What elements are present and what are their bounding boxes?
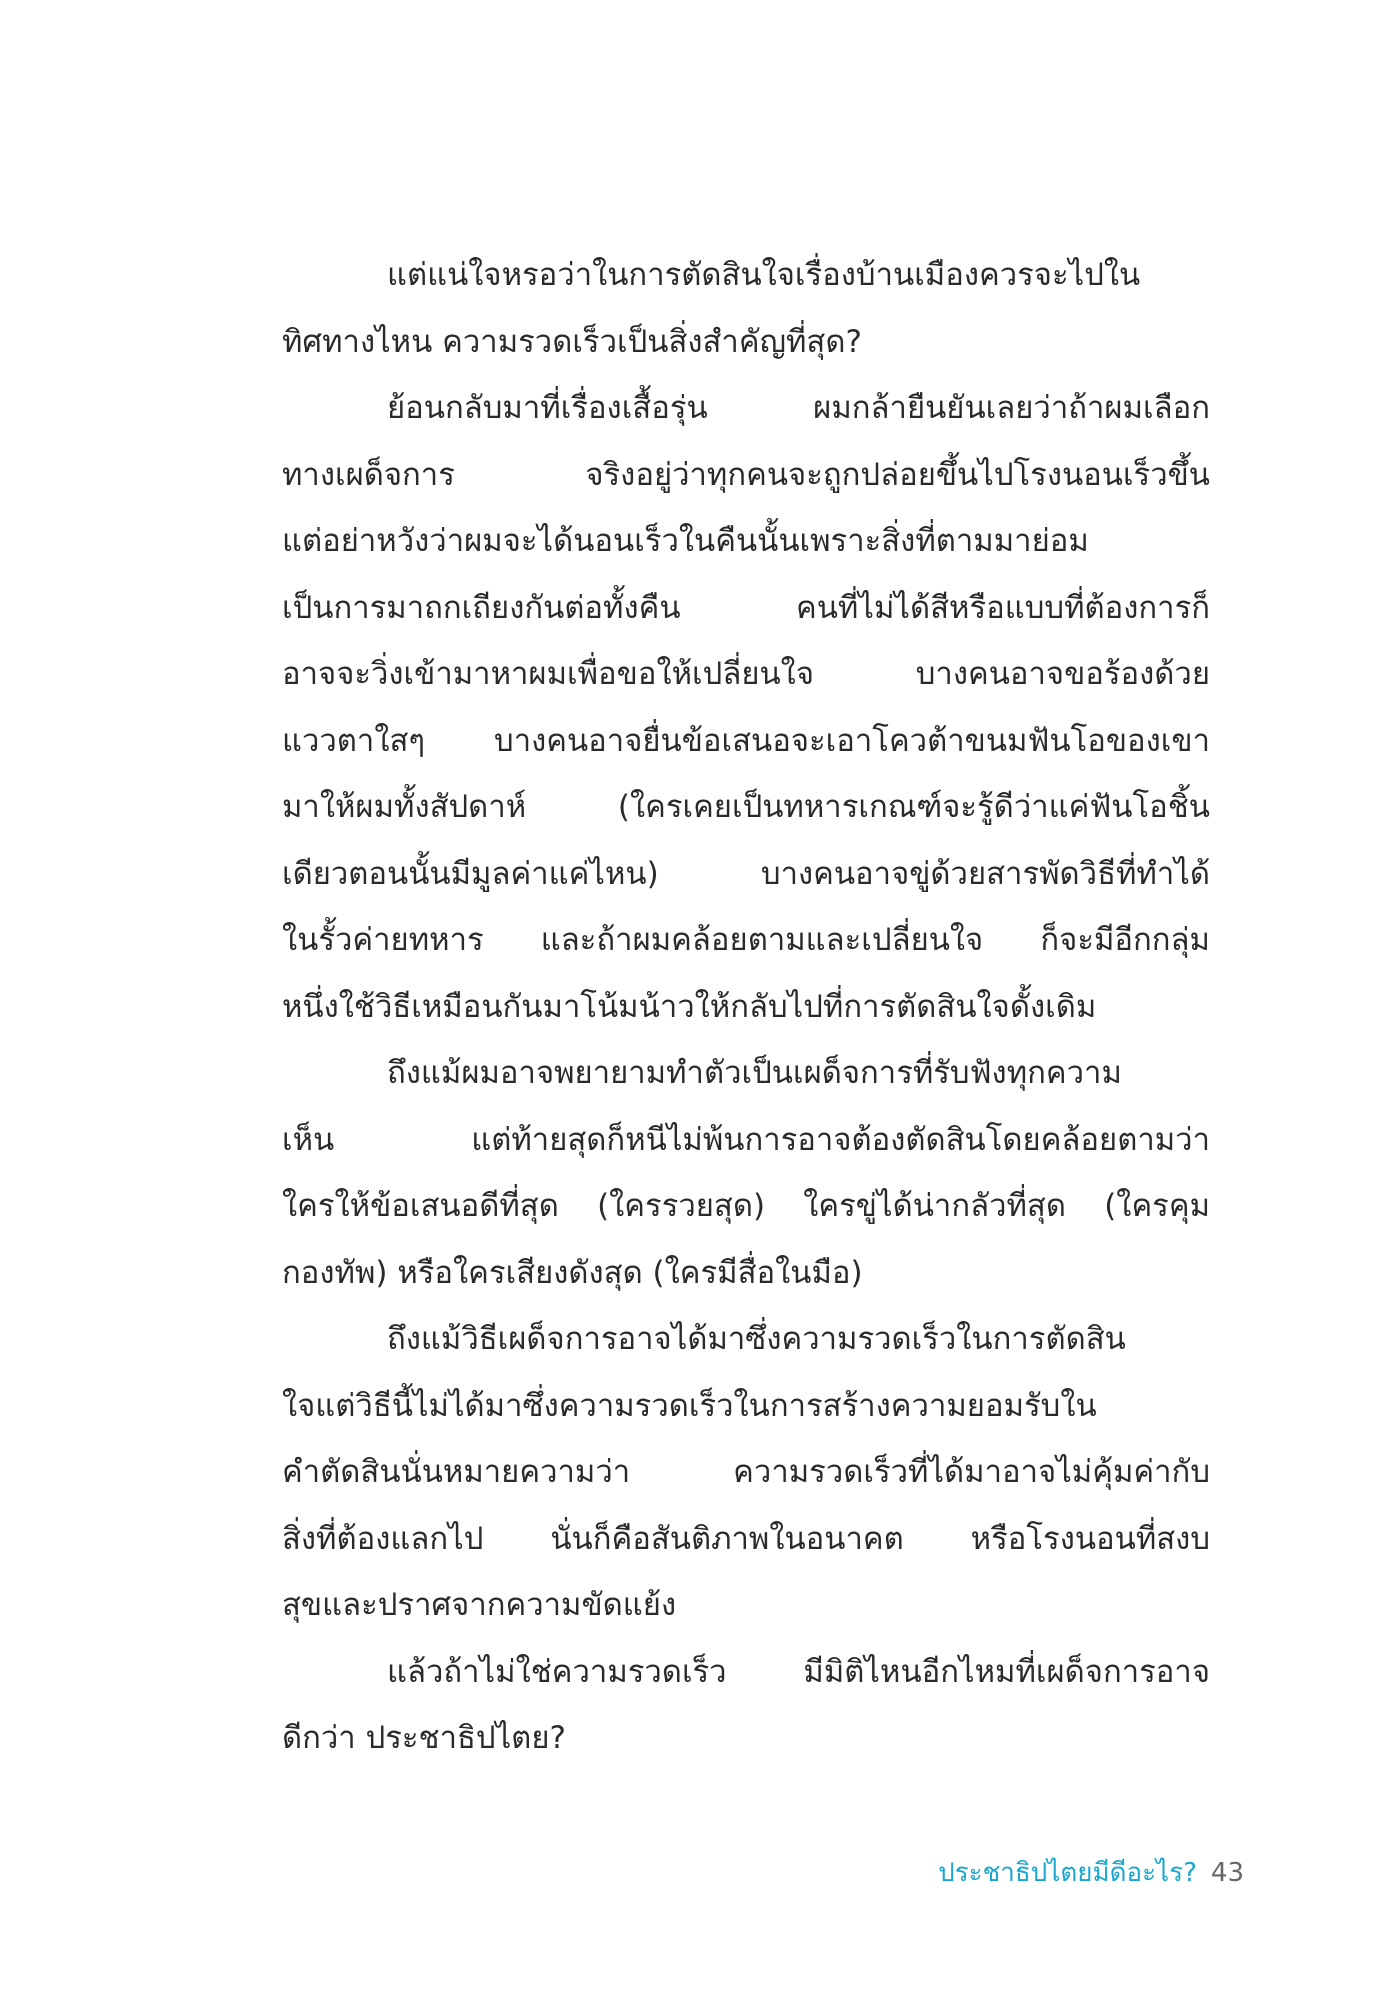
paragraph-2-line-7: มาให้ผมทั้งสัปดาห์ (ใครเคยเป็นทหารเกณฑ์จะรู้ดีว่าแค่ฟันโอชิ้น — [282, 789, 1210, 825]
paragraph-4-line-2: ใจแต่วิธีนี้ไม่ได้มาซึ่งความรวดเร็วในการสร้างความยอมรับใน — [282, 1387, 1097, 1424]
paragraph-2-line-3: แต่อย่าหวังว่าผมจะได้นอนเร็วในคืนนั้นเพราะสิ่งที่ตามมาย่อม — [282, 523, 1089, 559]
paragraph-3-line-4: กองทัพ) หรือใครเสียงดังสุด (ใครมีสื่อในมือ) — [282, 1254, 863, 1291]
paragraph-3-line-2: เห็น แต่ท้ายสุดก็หนีไม่พ้นการอาจต้องตัดสินโดยคล้อยตามว่า — [282, 1121, 1210, 1158]
paragraph-5-line-1: แล้วถ้าไม่ใช่ความรวดเร็ว มีมิติไหนอีกไหมที่เผด็จการอาจ — [387, 1653, 1210, 1690]
paragraph-3-line-3: ใครให้ข้อเสนอดีที่สุด (ใครรวยสุด) ใครขู่ได้น่ากลัวที่สุด (ใครคุม — [282, 1188, 1210, 1224]
paragraph-1-line-1: แต่แน่ใจหรอว่าในการตัดสินใจเรื่องบ้านเมืองควรจะไปใน — [387, 257, 1141, 293]
body-text — [282, 242, 1210, 1772]
paragraph-2-line-6: แววตาใสๆ บางคนอาจยื่นข้อเสนอจะเอาโควต้าขนมฟันโอของเขา — [282, 722, 1210, 759]
paragraph-2-line-10: หนึ่งใช้วิธีเหมือนกันมาโน้มน้าวให้กลับไปที่การตัดสินใจดั้งเดิม — [282, 988, 1097, 1025]
paragraph-2-line-5: อาจจะวิ่งเข้ามาหาผมเพื่อขอให้เปลี่ยนใจ บางคนอาจขอร้องด้วย — [282, 656, 1210, 692]
page-number: 43 — [1210, 1858, 1244, 1888]
paragraph-2-line-4: เป็นการมาถกเถียงกันต่อทั้งคืน คนที่ไม่ได้สีหรือแบบที่ต้องการก็ — [282, 589, 1210, 626]
paragraph-4-line-1: ถึงแม้วิธีเผด็จการอาจได้มาซึ่งความรวดเร็วในการตัดสิน — [387, 1321, 1126, 1357]
paragraph-4-line-3: คำตัดสินนั่นหมายความว่า ความรวดเร็วที่ได้มาอาจไม่คุ้มค่ากับ — [282, 1454, 1210, 1490]
page-footer — [938, 1853, 1244, 1893]
paragraph-2-line-1: ย้อนกลับมาที่เรื่องเสื้อรุ่น ผมกล้ายืนยันเลยว่าถ้าผมเลือก — [387, 390, 1210, 426]
paragraph-2-line-9: ในรั้วค่ายทหาร และถ้าผมคล้อยตามและเปลี่ยนใจ ก็จะมีอีกกลุ่ม — [282, 922, 1210, 958]
paragraph-3-line-1: ถึงแม้ผมอาจพยายามทำตัวเป็นเผด็จการที่รับฟังทุกความ — [387, 1055, 1122, 1091]
paragraph-1-line-2: ทิศทางไหน ความรวดเร็วเป็นสิ่งสำคัญที่สุด? — [282, 323, 862, 360]
paragraph-4-line-4: สิ่งที่ต้องแลกไป นั่นก็คือสันติภาพในอนาคต หรือโรงนอนที่สงบ — [282, 1520, 1210, 1557]
book-title-part1: ประชาธิปไตย — [938, 1858, 1093, 1888]
paragraph-2-line-2: ทางเผด็จการ จริงอยู่ว่าทุกคนจะถูกปล่อยขึ้นไปโรงนอนเร็วขึ้น — [282, 456, 1210, 493]
paragraph-5-line-2: ดีกว่า ประชาธิปไตย? — [282, 1720, 566, 1756]
paragraph-4-line-5: สุขและปราศจากความขัดแย้ง — [282, 1587, 677, 1623]
paragraph-2-line-8: เดียวตอนนั้นมีมูลค่าแค่ไหน) บางคนอาจขู่ด้วยสารพัดวิธีที่ทำได้ — [282, 855, 1210, 892]
book-title-part2: มีดีอะไร? — [1092, 1858, 1197, 1888]
